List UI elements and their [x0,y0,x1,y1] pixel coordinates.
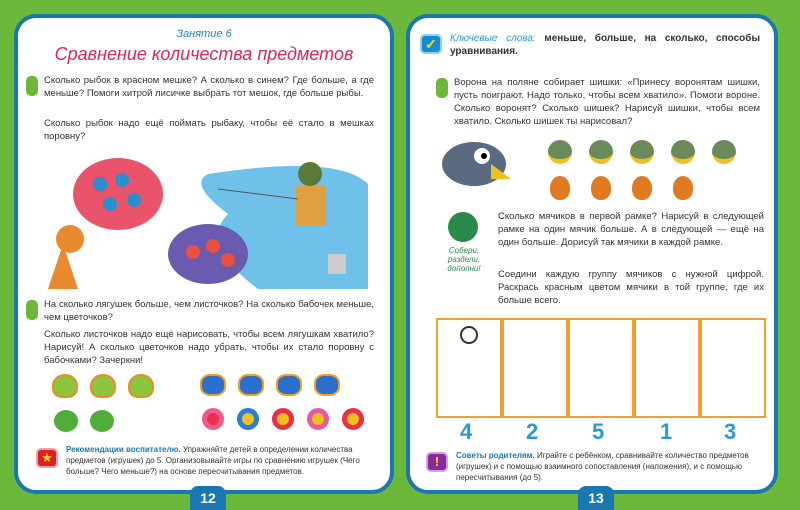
chick-icon [630,140,654,164]
frog-icon [128,374,154,398]
task1-text-b: Сколько рыбок надо ещё поймать рыбаку, чтобы её стало в мешках поровну? [44,118,374,142]
star-icon: ★ [36,448,58,468]
leaf-icon [54,410,78,432]
flowers-row [202,408,364,430]
keywords-text: меньше, больше, на сколько, способы уравнивания. [450,33,761,57]
lesson-label: Занятие 6 [176,28,232,40]
tip-label: Советы родителям. [456,451,535,460]
ball-frame[interactable] [568,318,634,418]
chick-icon [712,140,736,164]
right-page [406,14,778,506]
butterfly-icon [238,374,264,396]
tip-label: Рекомендации воспитателю. [66,445,181,454]
butterfly-icon [314,374,340,396]
leaf-icon [90,410,114,432]
balls-task-text-b: Соедини каждую группу мячиков с нужной цифрой. Раскрась красным цветом мячики в той группе, где их больше всего. [498,269,764,306]
balls-task-text: Сколько мячиков в первой рамке? Нарисуй в следующей рамке на один мячик больше. А в следующей — ещё на один больше. Дорисуй так мячики в каждой рамке. [498,211,764,248]
cone-icon [550,176,570,200]
digit[interactable]: 1 [660,419,673,444]
frogs-row [52,374,154,398]
puzzle-icon [448,212,478,242]
butterflies-row [200,374,340,396]
tip-text: Играйте с ребёнком, сравнивайте количество предметов (игрушек) и с помощью взаимного сопоставления (наложения), и с помощью пересчитывания (до 5). [456,451,749,482]
chicks-row [548,140,736,164]
task1-text: Сколько рыбок в красном мешке? А сколько в синем? Где больше, а где меньше? Помоги хитрой лисичке выбрать тот мешок, где больше рыбы. [44,75,374,99]
flower-icon [272,408,294,430]
ball-frame[interactable] [436,318,502,418]
crow-task-text: Ворона на поляне собирает шишки: «Принесу воронятам шишки, пусть поиграют. Надо только, чтобы всем хватило». Помоги вороне. Сколько воронят? Сколько шишек? Нарисуй шишки, чтобы всем хватило. Сколько шишек ты нарисовал? [454,77,760,127]
ball-frame[interactable] [502,318,568,418]
cone-icon [632,176,652,200]
keywords [450,32,760,58]
task-marker [26,76,38,96]
digit[interactable]: 5 [592,419,605,444]
digit[interactable]: 2 [526,419,539,444]
ball-icon [460,326,478,344]
parent-tip [456,450,774,483]
exclamation-icon: ! [426,452,448,472]
page-number: 12 [190,486,226,510]
chick-icon [671,140,695,164]
butterfly-icon [276,374,302,396]
page-number: 13 [578,486,614,510]
flower-icon [307,408,329,430]
task-marker [26,300,38,320]
fishing-illustration [38,144,378,294]
cone-icon [591,176,611,200]
left-page [14,14,394,506]
educator-tip [66,444,386,477]
task2-text-b: Сколько листочков надо ещё нарисовать, чтобы всем лягушкам хватило? Нарисуй! А сколько цветочков надо убрать, чтобы их стало поровну с бабочками? Зачеркни! [44,329,374,366]
flower-icon [202,408,224,430]
tip-text: Упражняйте детей в определении количества предметов (игрушек) до 5. Организовывайте игры по сравнению игрушек (Чего больше? Чего меньше?) на основе пересчитывания предметов. [66,445,360,476]
frog-icon [52,374,78,398]
flower-icon [342,408,364,430]
cones-row [550,176,693,200]
cone-icon [673,176,693,200]
chick-icon [548,140,572,164]
page-title: Сравнение количества предметов [54,44,354,64]
digit[interactable]: 4 [460,419,473,444]
ball-frame[interactable] [700,318,766,418]
keywords-label: Ключевые слова: [450,33,536,44]
task2-text: На сколько лягушек больше, чем листочков? На сколько бабочек меньше, чем цветочков? [44,299,374,323]
leaves-row [54,410,114,432]
chick-icon [589,140,613,164]
flower-icon [237,408,259,430]
task-marker [436,78,448,98]
crow-illustration [436,134,516,194]
frog-icon [90,374,116,398]
puzzle-badge-label: Собери, раздели, дополни! [447,246,481,273]
digit[interactable]: 3 [724,419,737,444]
checkmark-icon: ✓ [420,34,442,54]
ball-frame[interactable] [634,318,700,418]
butterfly-icon [200,374,226,396]
